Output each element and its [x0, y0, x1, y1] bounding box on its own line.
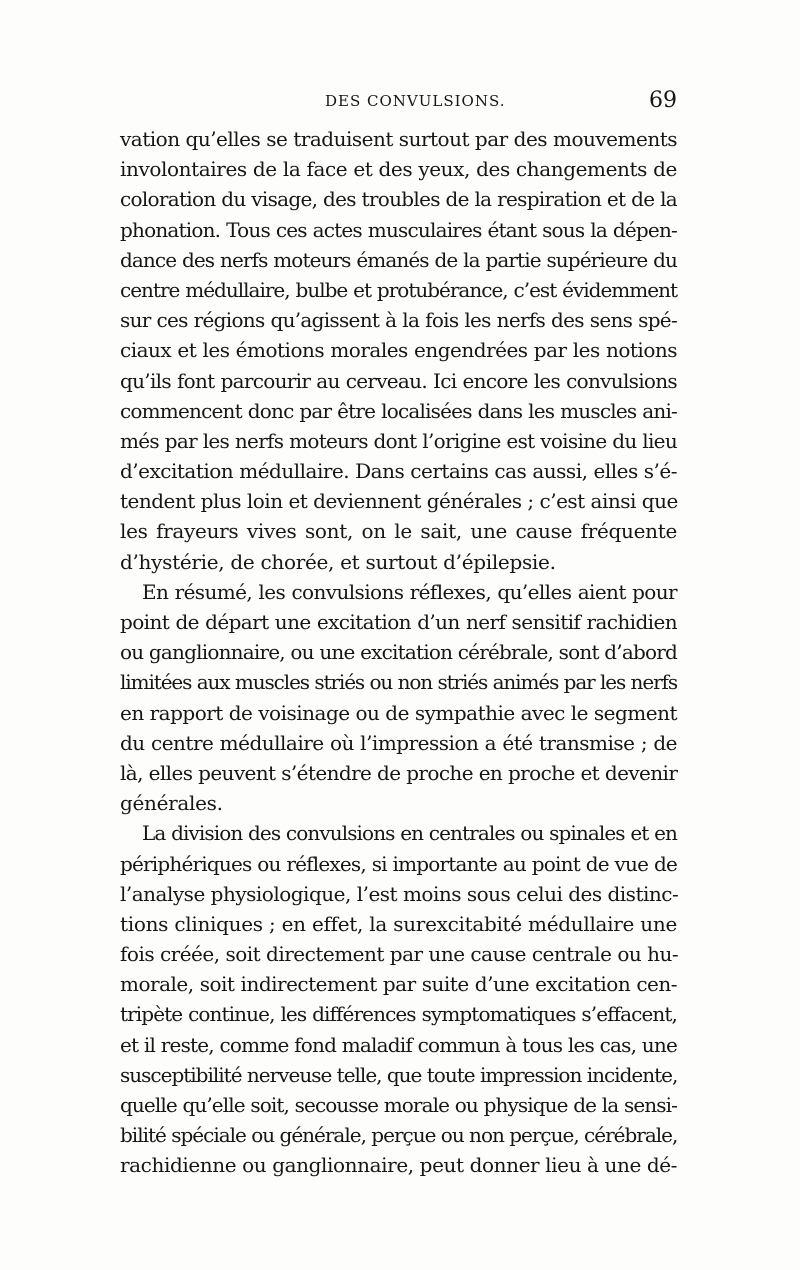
text-line: d’hystérie, de chorée, et surtout d’épilepsie. — [120, 549, 556, 574]
page-number: 69 — [649, 88, 677, 113]
text-line: ciaux et les émotions morales engendrées par les notions — [120, 338, 677, 363]
text-line: coloration du visage, des troubles de la respiration et de la — [120, 187, 677, 212]
text-line: d’excitation médullaire. Dans certains cas aussi, elles s’é- — [120, 459, 677, 484]
text-line: phonation. Tous ces actes musculaires étant sous la dépen- — [120, 217, 677, 242]
text-line: fois créée, soit directement par une cause centrale ou hu- — [120, 942, 679, 967]
text-line: tions cliniques ; en effet, la surexcitabité médullaire une — [120, 911, 677, 936]
body-text — [120, 124, 677, 1181]
text-line: sur ces régions qu’agissent à la fois les nerfs des sens spé- — [120, 308, 677, 333]
text-line: tendent plus loin et deviennent générales ; c’est ainsi que — [120, 489, 678, 514]
text-line: tripète continue, les différences symptomatiques s’effacent, — [120, 1002, 677, 1027]
text-line: là, elles peuvent s’étendre de proche en proche et devenir — [120, 760, 678, 785]
text-line: involontaires de la face et des yeux, des changements de — [120, 157, 677, 182]
text-line: La division des convulsions en centrales ou spinales et en — [142, 821, 677, 846]
text-line: du centre médullaire où l’impression a été transmise ; de — [120, 730, 677, 755]
text-line: dance des nerfs moteurs émanés de la partie supérieure du — [120, 247, 677, 272]
text-line: més par les nerfs moteurs dont l’origine est voisine du lieu — [120, 428, 677, 453]
text-line: commencent donc par être localisées dans les muscles ani- — [120, 398, 677, 423]
text-line: En résumé, les convulsions réflexes, qu’elles aient pour — [142, 579, 677, 604]
running-head — [120, 90, 677, 120]
text-line: morale, soit indirectement par suite d’une excitation cen- — [120, 972, 677, 997]
running-title: DES CONVULSIONS. — [325, 92, 506, 110]
text-line: qu’ils font parcourir au cerveau. Ici encore les convulsions — [120, 368, 677, 393]
text-line: quelle qu’elle soit, secousse morale ou physique de la sensi- — [120, 1093, 677, 1117]
text-line: l’analyse physiologique, l’est moins sous celui des distinc- — [120, 881, 679, 906]
text-line: limitées aux muscles striés ou non striés animés par les nerfs — [120, 670, 677, 695]
text-line: en rapport de voisinage ou de sympathie avec le segment — [120, 700, 677, 725]
text-line: point de départ une excitation d’un nerf sensitif rachidien — [120, 610, 677, 634]
text-line: rachidienne ou ganglionnaire, peut donner lieu à une dé- — [120, 1153, 678, 1178]
text-line: périphériques ou réflexes, si importante au point de vue de — [120, 851, 677, 876]
text-line: bilité spéciale ou générale, perçue ou non perçue, cérébrale, — [120, 1123, 678, 1148]
text-line: vation qu’elles se traduisent surtout par des mouvements — [120, 127, 677, 151]
text-line: susceptibilité nerveuse telle, que toute impression incidente, — [120, 1062, 678, 1087]
text-line: centre médullaire, bulbe et protubérance, c’est évidemment — [120, 277, 677, 302]
text-line: générales. — [120, 791, 223, 816]
text-line: ou ganglionnaire, ou une excitation cérébrale, sont d’abord — [120, 640, 677, 665]
text-line: et il reste, comme fond maladif commun à tous les cas, une — [120, 1032, 677, 1057]
text-line: les frayeurs vives sont, on le sait, une cause fréquente — [120, 519, 677, 544]
